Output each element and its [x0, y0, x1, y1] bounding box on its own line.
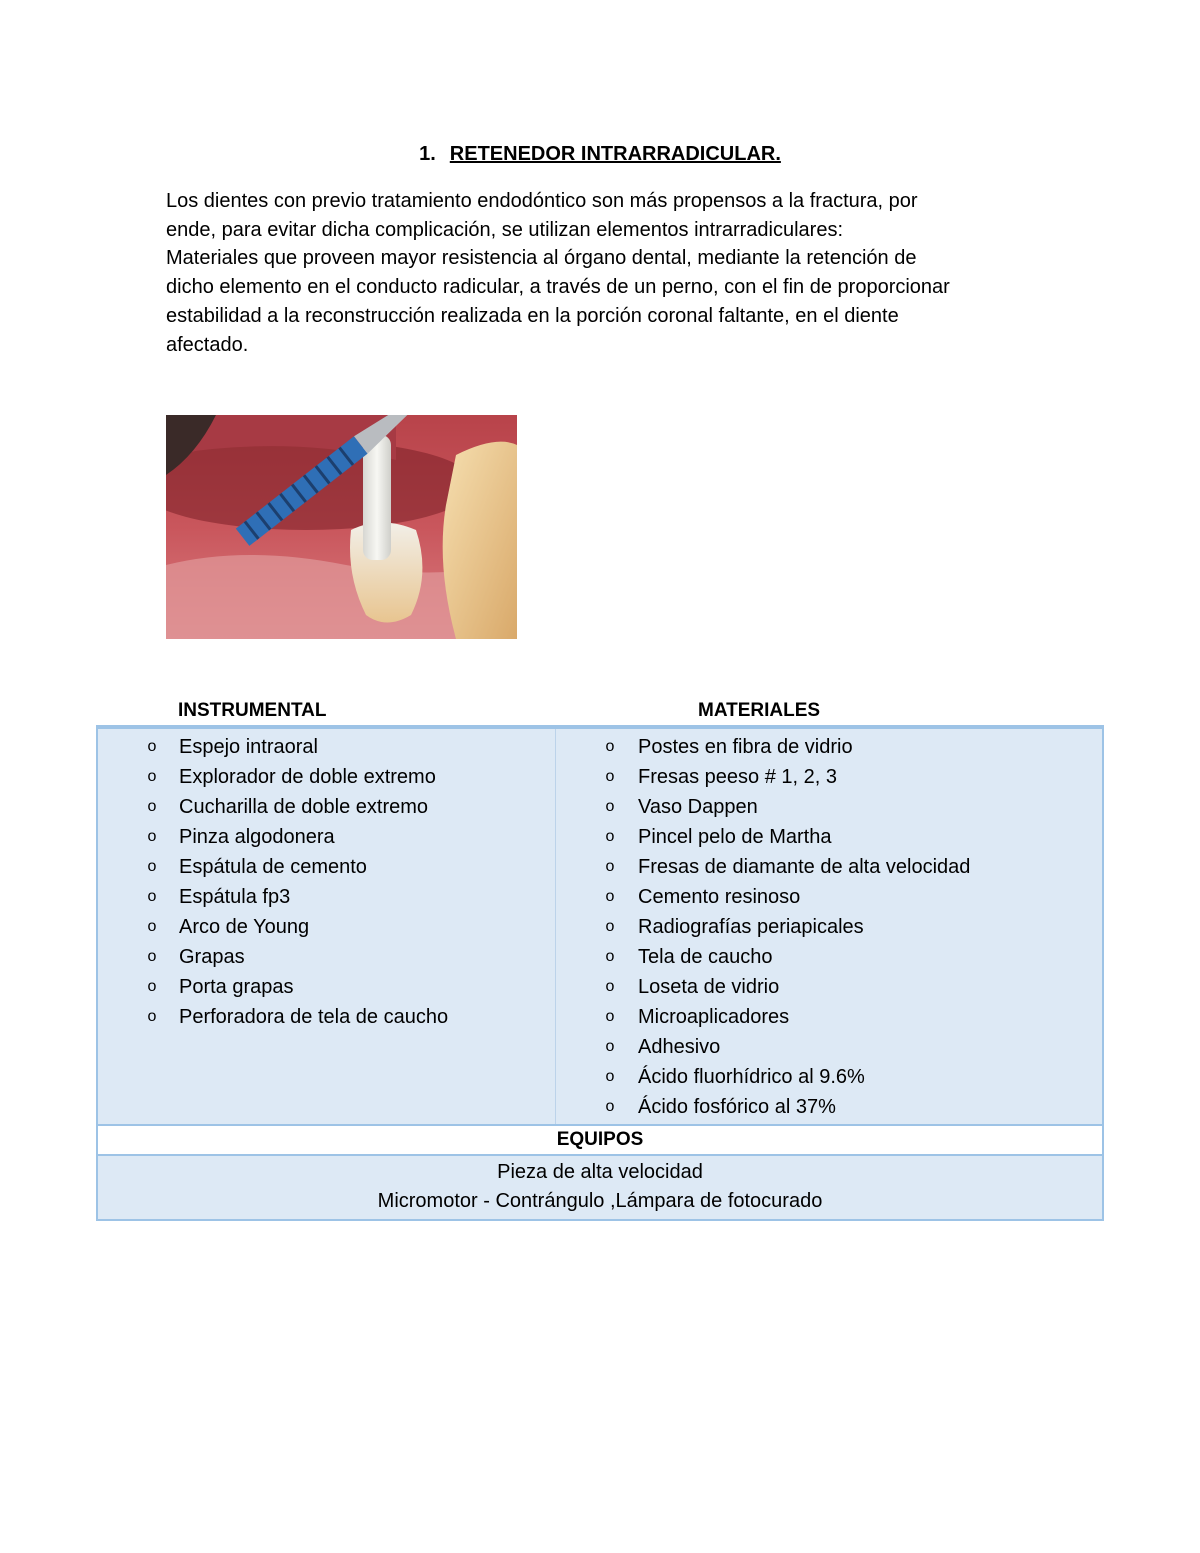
equipos-line: Pieza de alta velocidad [497, 1161, 703, 1183]
equipos-title: EQUIPOS [98, 1124, 1102, 1156]
materiales-item-label: Pincel pelo de Martha [638, 826, 832, 848]
instrumental-column [98, 729, 556, 1124]
instrumental-header: INSTRUMENTAL [178, 700, 327, 721]
instrumental-item-label: Espátula de cemento [179, 856, 367, 878]
intro-line: Materiales que proveen mayor resistencia al órgano dental, mediante la retención de [166, 247, 917, 270]
materiales-item-label: Cemento resinoso [638, 886, 801, 908]
materiales-item-label: Radiografías periapicales [638, 916, 864, 938]
instrumental-item [98, 852, 555, 882]
materiales-item [556, 792, 1102, 822]
supplies-table [96, 725, 1104, 1221]
equipos-line: Micromotor - Contrángulo ,Lámpara de fotocurado [377, 1190, 823, 1212]
materiales-item-label: Ácido fluorhídrico al 9.6% [638, 1066, 865, 1088]
materiales-item [556, 1092, 1102, 1122]
intro-line: ende, para evitar dicha complicación, se utilizan elementos intrarradiculares: [166, 218, 844, 241]
intro-line: estabilidad a la reconstrucción realizada en la porción coronal faltante, en el diente [166, 304, 899, 327]
bullet-icon: o [605, 1098, 615, 1115]
instrumental-item-label: Porta grapas [179, 976, 294, 998]
instrumental-item-label: Arco de Young [179, 916, 310, 938]
materiales-item-label: Postes en fibra de vidrio [638, 736, 853, 758]
bullet-icon: o [147, 888, 157, 905]
materiales-item-label: Loseta de vidrio [638, 976, 780, 998]
instrumental-item [98, 972, 555, 1002]
intro-line: dicho elemento en el conducto radicular, a través de un perno, con el fin de proporcionar [166, 276, 950, 299]
materiales-list [556, 732, 1102, 1122]
bullet-icon: o [605, 1038, 615, 1055]
bullet-icon: o [147, 738, 157, 755]
materiales-item [556, 972, 1102, 1002]
bullet-icon: o [147, 828, 157, 845]
equipos-body [98, 1156, 1102, 1219]
bullet-icon: o [605, 738, 615, 755]
instrumental-item-label: Cucharilla de doble extremo [179, 796, 429, 818]
bullet-icon: o [605, 1008, 615, 1025]
bullet-icon: o [147, 768, 157, 785]
materiales-item [556, 732, 1102, 762]
instrumental-item-label: Pinza algodonera [179, 826, 335, 848]
materiales-item-label: Microaplicadores [638, 1006, 790, 1028]
materiales-item-label: Adhesivo [638, 1036, 721, 1058]
instrumental-item [98, 912, 555, 942]
instrumental-item [98, 942, 555, 972]
instrumental-item [98, 762, 555, 792]
materiales-item-label: Ácido fosfórico al 37% [638, 1096, 836, 1118]
bullet-icon: o [147, 798, 157, 815]
materiales-item-label: Tela de caucho [638, 946, 773, 968]
materiales-item [556, 942, 1102, 972]
instrumental-item [98, 1002, 555, 1032]
materiales-item [556, 852, 1102, 882]
materiales-item [556, 822, 1102, 852]
instrumental-item [98, 732, 555, 762]
bullet-icon: o [605, 978, 615, 995]
instrumental-list [98, 732, 555, 1032]
bullet-icon: o [605, 948, 615, 965]
bullet-icon: o [605, 798, 615, 815]
materiales-item-label: Vaso Dappen [638, 796, 758, 818]
section-heading [0, 143, 1200, 166]
materiales-item [556, 762, 1102, 792]
materiales-item [556, 1062, 1102, 1092]
materiales-header: MATERIALES [698, 700, 821, 721]
bullet-icon: o [605, 918, 615, 935]
bullet-icon: o [605, 858, 615, 875]
materiales-item-label: Fresas de diamante de alta velocidad [638, 856, 971, 878]
instrumental-item-label: Espátula fp3 [179, 886, 291, 908]
bullet-icon: o [147, 978, 157, 995]
instrumental-item [98, 882, 555, 912]
instrumental-item-label: Explorador de doble extremo [179, 766, 436, 788]
instrumental-item [98, 822, 555, 852]
materiales-item [556, 1032, 1102, 1062]
materiales-item-label: Fresas peeso # 1, 2, 3 [638, 766, 838, 788]
bullet-icon: o [605, 888, 615, 905]
bullet-icon: o [605, 1068, 615, 1085]
instrumental-item-label: Espejo intraoral [179, 736, 318, 758]
bullet-icon: o [147, 1008, 157, 1025]
materiales-item [556, 882, 1102, 912]
section-title: RETENEDOR INTRARRADICULAR. [449, 143, 781, 165]
materiales-item [556, 1002, 1102, 1032]
materiales-item [556, 912, 1102, 942]
bullet-icon: o [605, 768, 615, 785]
materiales-column [556, 729, 1102, 1124]
dental-post-photo [166, 415, 517, 639]
intro-line: Los dientes con previo tratamiento endodóntico son más propensos a la fractura, por [166, 190, 918, 212]
bullet-icon: o [147, 948, 157, 965]
bullet-icon: o [605, 828, 615, 845]
bullet-icon: o [147, 858, 157, 875]
supplies-lists [98, 727, 1102, 1124]
instrumental-item-label: Grapas [179, 946, 245, 968]
instrumental-item [98, 792, 555, 822]
instrumental-item-label: Perforadora de tela de caucho [179, 1006, 449, 1028]
intro-paragraph [166, 187, 1036, 359]
intro-line: afectado. [166, 333, 249, 356]
section-number: 1. [419, 143, 436, 165]
bullet-icon: o [147, 918, 157, 935]
